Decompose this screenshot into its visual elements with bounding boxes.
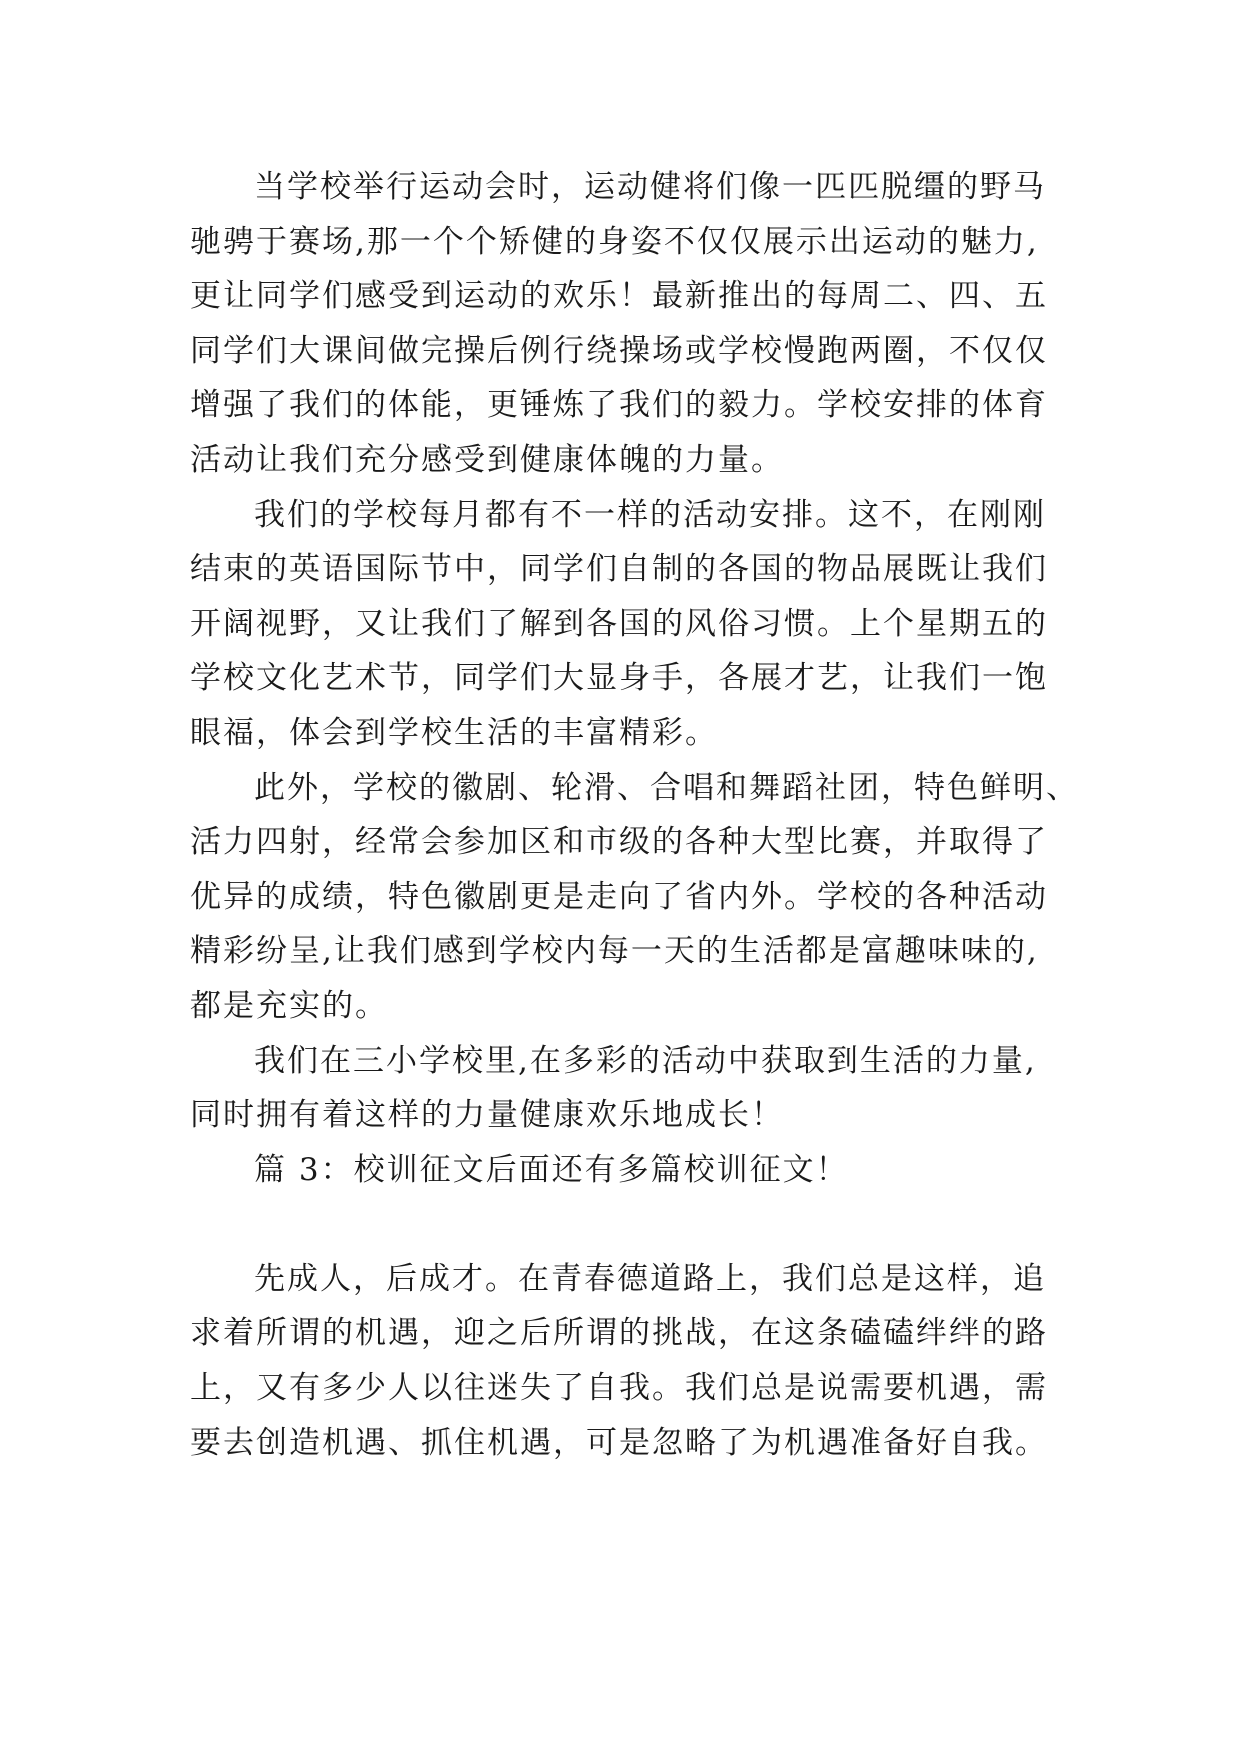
text-line: 同时拥有着这样的力量健康欢乐地成长！: [190, 1097, 784, 1134]
text-line: 上，又有多少人以往迷失了自我。我们总是说需要机遇，需: [190, 1370, 1048, 1407]
paragraph: [190, 1143, 1070, 1198]
paragraph: [190, 761, 1079, 1034]
text-line: 要去创造机遇、抓住机遇，可是忽略了为机遇准备好自我。: [190, 1424, 1048, 1461]
text-line: 活动让我们充分感受到健康体魄的力量。: [190, 441, 784, 478]
text-line: 先成人，后成才。在青春德道路上，我们总是这样，追: [254, 1260, 1046, 1297]
text-line: 活力四射，经常会参加区和市级的各种大型比赛，并取得了: [190, 824, 1048, 861]
text-line: 此外，学校的徽剧、轮滑、合唱和舞蹈社团，特色鲜明、: [254, 769, 1079, 806]
text-line: 篇 3：校训征文后面还有多篇校训征文！: [254, 1151, 849, 1188]
text-line: 精彩纷呈,让我们感到学校内每一天的生活都是富趣味味的,: [190, 933, 1039, 970]
text-line: 优异的成绩，特色徽剧更是走向了省内外。学校的各种活动: [190, 878, 1048, 915]
text-line: 学校文化艺术节，同学们大显身手，各展才艺，让我们一饱: [190, 660, 1048, 697]
text-line: 驰骋于赛场,那一个个矫健的身姿不仅仅展示出运动的魅力,: [190, 223, 1039, 260]
text-line: 更让同学们感受到运动的欢乐！最新推出的每周二、四、五: [190, 278, 1048, 315]
text-line: 当学校举行运动会时，运动健将们像一匹匹脱缰的野马: [254, 169, 1046, 205]
text-line: 眼福，体会到学校生活的丰富精彩。: [190, 714, 718, 751]
blank-spacer: [190, 1197, 1070, 1252]
text-line: 我们在三小学校里,在多彩的活动中获取到生活的力量,: [254, 1042, 1037, 1079]
text-line: 求着所谓的机遇，迎之后所谓的挑战，在这条磕磕绊绊的路: [190, 1315, 1048, 1352]
paragraph: [190, 1034, 1070, 1143]
paragraph: [190, 488, 1070, 761]
text-line: 增强了我们的体能，更锤炼了我们的毅力。学校安排的体育: [190, 387, 1048, 424]
document-body: [190, 160, 1079, 1470]
text-line: 我们的学校每月都有不一样的活动安排。这不，在刚刚: [254, 496, 1046, 533]
text-line: 同学们大课间做完操后例行绕操场或学校慢跑两圈，不仅仅: [190, 332, 1048, 369]
paragraph: [190, 1252, 1070, 1470]
paragraph: [190, 160, 1070, 488]
text-line: 结束的英语国际节中，同学们自制的各国的物品展既让我们: [190, 551, 1048, 588]
text-line: 开阔视野，又让我们了解到各国的风俗习惯。上个星期五的: [190, 605, 1048, 642]
text-line: 都是充实的。: [190, 987, 388, 1024]
